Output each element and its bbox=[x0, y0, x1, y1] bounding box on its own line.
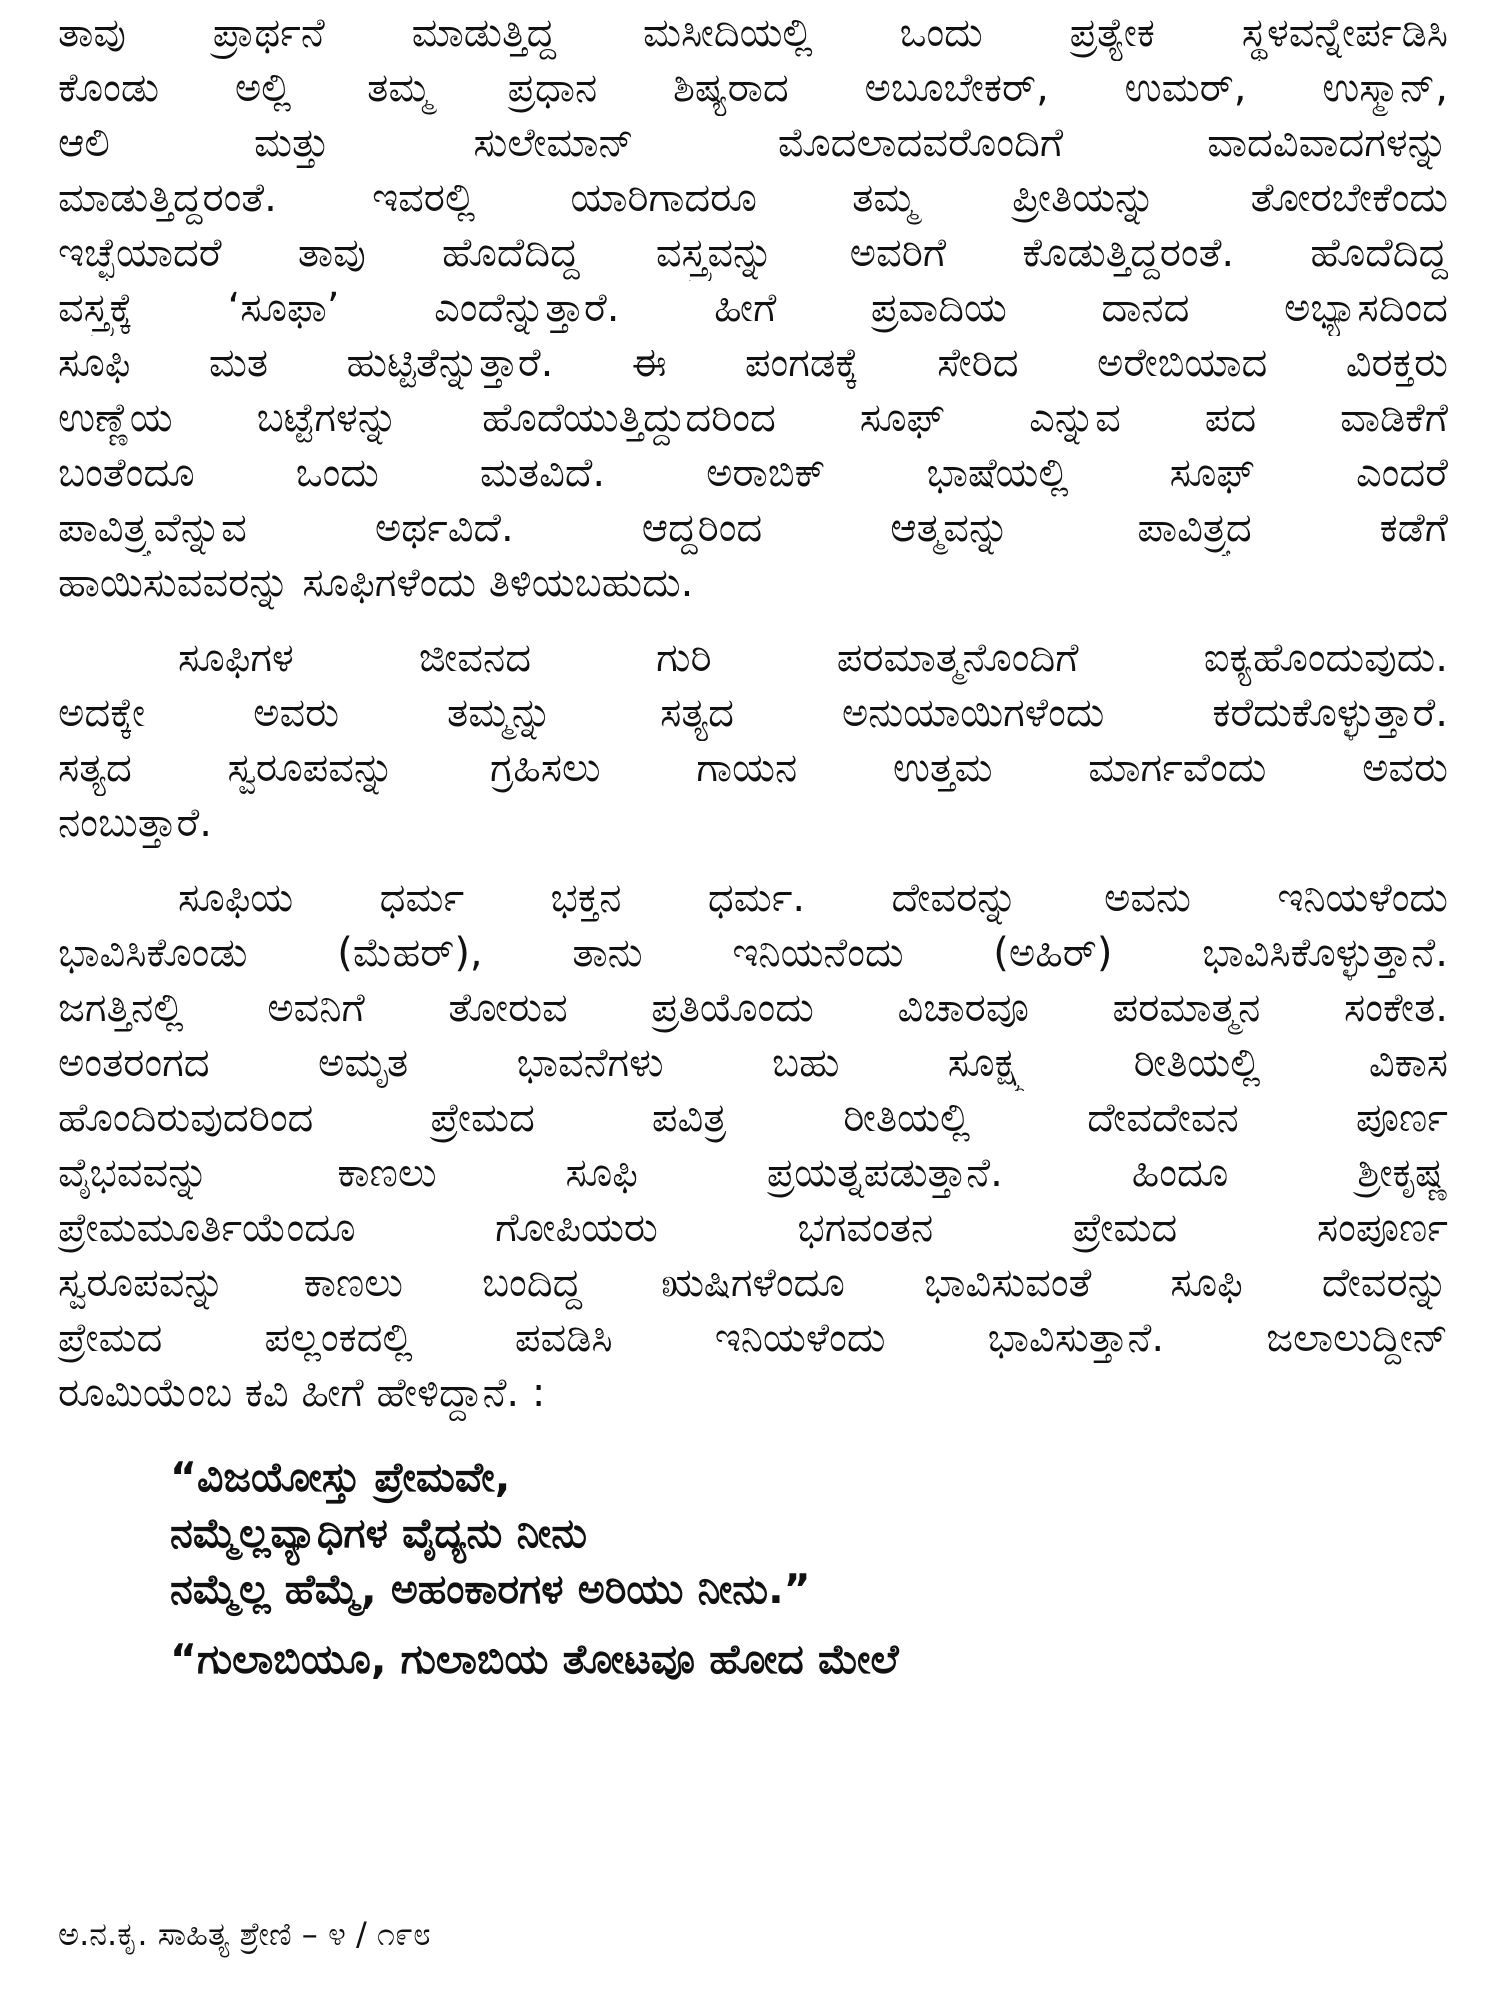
text-line: ಇಚ್ಛೆಯಾದರೆ ತಾವು ಹೊದೆದಿದ್ದ ವಸ್ತ್ರವನ್ನು ಅವರಿಗೆ ಕೊಡುತ್ತಿದ್ದರಂತೆ. ಹೊದೆದಿದ್ದ bbox=[58, 230, 1448, 276]
text-line: ಸತ್ಯದ ಸ್ವರೂಪವನ್ನು ಗ್ರಹಿಸಲು ಗಾಯನ ಉತ್ತಮ ಮಾರ್ಗವೆಂದು ಅವರು bbox=[58, 745, 1448, 791]
text-line: ಅಂತರಂಗದ ಅಮೃತ ಭಾವನೆಗಳು ಬಹು ಸೂಕ್ಷ್ಮ ರೀತಿಯಲ್ಲಿ ವಿಕಾಸ bbox=[58, 1040, 1448, 1086]
poem-stanza-2 bbox=[170, 1631, 1448, 1687]
text-line: ವೈಭವವನ್ನು ಕಾಣಲು ಸೂಫಿ ಪ್ರಯತ್ನಪಡುತ್ತಾನೆ. ಹಿಂದೂ ಶ್ರೀಕೃಷ್ಣ bbox=[58, 1150, 1448, 1196]
text-line: ಸೂಫಿಯ ಧರ್ಮ ಭಕ್ತನ ಧರ್ಮ. ದೇವರನ್ನು ಅವನು ಇನಿಯಳೆಂದು bbox=[178, 875, 1448, 921]
paragraph-3 bbox=[58, 871, 1448, 1421]
text-line: ತಾವು ಪ್ರಾರ್ಥನೆ ಮಾಡುತ್ತಿದ್ದ ಮಸೀದಿಯಲ್ಲಿ ಒಂದು ಪ್ರತ್ಯೇಕ ಸ್ಥಳವನ್ನೇರ್ಪಡಿಸಿ bbox=[58, 10, 1448, 56]
text-line: ಪ್ರೇಮದ ಪಲ್ಲಂಕದಲ್ಲಿ ಪವಡಿಸಿ ಇನಿಯಳೆಂದು ಭಾವಿಸುತ್ತಾನೆ. ಜಲಾಲುದ್ದೀನ್ bbox=[58, 1315, 1448, 1361]
text-line: ಮಾಡುತ್ತಿದ್ದರಂತೆ. ಇವರಲ್ಲಿ ಯಾರಿಗಾದರೂ ತಮ್ಮ ಪ್ರೀತಿಯನ್ನು ತೋರಬೇಕೆಂದು bbox=[58, 175, 1448, 221]
paragraph-2 bbox=[58, 631, 1448, 851]
text-line: ನಂಬುತ್ತಾರೆ. bbox=[58, 800, 212, 846]
text-line: ಉಣ್ಣೆಯ ಬಟ್ಟೆಗಳನ್ನು ಹೊದೆಯುತ್ತಿದ್ದುದರಿಂದ ಸೂಫ್ ಎನ್ನುವ ಪದ ವಾಡಿಕೆಗೆ bbox=[58, 395, 1448, 441]
text-line: ಬಂತೆಂದೂ ಒಂದು ಮತವಿದೆ. ಅರಾಬಿಕ್ ಭಾಷೆಯಲ್ಲಿ ಸೂಫ್ ಎಂದರೆ bbox=[58, 450, 1448, 496]
poem-line: “ವಿಜಯೋಸ್ತು ಪ್ರೇಮವೇ, bbox=[170, 1453, 511, 1501]
text-line: ಪಾವಿತ್ರ್ಯವೆನ್ನುವ ಅರ್ಥವಿದೆ. ಆದ್ದರಿಂದ ಆತ್ಮವನ್ನು ಪಾವಿತ್ರ್ಯದ ಕಡೆಗೆ bbox=[58, 505, 1448, 551]
text-line: ಆಲಿ ಮತ್ತು ಸುಲೇಮಾನ್ ಮೊದಲಾದವರೊಂದಿಗೆ ವಾದವಿವಾದಗಳನ್ನು bbox=[58, 120, 1448, 166]
text-line: ಹಾಯಿಸುವವರನ್ನು ಸೂಫಿಗಳೆಂದು ತಿಳಿಯಬಹುದು. bbox=[58, 560, 694, 606]
text-line: ಸೂಫಿಗಳ ಜೀವನದ ಗುರಿ ಪರಮಾತ್ಮನೊಂದಿಗೆ ಐಕ್ಯಹೊಂದುವುದು. bbox=[178, 635, 1448, 681]
poem-line: ನಮ್ಮೆಲ್ಲ ಹೆಮ್ಮೆ, ಅಹಂಕಾರಗಳ ಅರಿಯು ನೀನು.” bbox=[170, 1565, 811, 1613]
text-line: ಜಗತ್ತಿನಲ್ಲಿ ಅವನಿಗೆ ತೋರುವ ಪ್ರತಿಯೊಂದು ವಿಚಾರವೂ ಪರಮಾತ್ಮನ ಸಂಕೇತ. bbox=[58, 985, 1448, 1031]
poem-stanza-1 bbox=[170, 1449, 1448, 1617]
text-line: ಪ್ರೇಮಮೂರ್ತಿಯೆಂದೂ ಗೋಪಿಯರು ಭಗವಂತನ ಪ್ರೇಮದ ಸಂಪೂರ್ಣ bbox=[58, 1205, 1448, 1251]
text-line: ಹೊಂದಿರುವುದರಿಂದ ಪ್ರೇಮದ ಪವಿತ್ರ ರೀತಿಯಲ್ಲಿ ದೇವದೇವನ ಪೂರ್ಣ bbox=[58, 1095, 1448, 1141]
page-footer: ಅ.ನ.ಕೃ. ಸಾಹಿತ್ಯ ಶ್ರೇಣಿ – ೪ / ೧೯೮ bbox=[58, 1915, 431, 1953]
paragraph-1 bbox=[58, 6, 1448, 611]
text-line: ಸೂಫಿ ಮತ ಹುಟ್ಟಿತೆನ್ನುತ್ತಾರೆ. ಈ ಪಂಗಡಕ್ಕೆ ಸೇರಿದ ಅರೇಬಿಯಾದ ವಿರಕ್ತರು bbox=[58, 340, 1448, 386]
poem-quote bbox=[170, 1449, 1448, 1687]
poem-line: “ಗುಲಾಬಿಯೂ, ಗುಲಾಬಿಯ ತೋಟವೂ ಹೋದ ಮೇಲೆ bbox=[170, 1635, 899, 1683]
text-line: ಸ್ವರೂಪವನ್ನು ಕಾಣಲು ಬಂದಿದ್ದ ಋಷಿಗಳೆಂದೂ ಭಾವಿಸುವಂತೆ ಸೂಫಿ ದೇವರನ್ನು bbox=[58, 1260, 1448, 1306]
text-line: ಅದಕ್ಕೇ ಅವರು ತಮ್ಮನ್ನು ಸತ್ಯದ ಅನುಯಾಯಿಗಳೆಂದು ಕರೆದುಕೊಳ್ಳುತ್ತಾರೆ. bbox=[58, 690, 1448, 736]
text-line: ವಸ್ತ್ರಕ್ಕೆ ‘ಸೂಫಾ’ ಎಂದೆನ್ನುತ್ತಾರೆ. ಹೀಗೆ ಪ್ರವಾದಿಯ ದಾನದ ಅಭ್ಯಾಸದಿಂದ bbox=[58, 285, 1448, 331]
text-line: ಭಾವಿಸಿಕೊಂಡು (ಮೆಹರ್), ತಾನು ಇನಿಯನೆಂದು (ಅಹಿರ್) ಭಾವಿಸಿಕೊಳ್ಳುತ್ತಾನೆ. bbox=[58, 930, 1448, 976]
poem-line: ನಮ್ಮೆಲ್ಲವ್ಯಾಧಿಗಳ ವೈದ್ಯನು ನೀನು bbox=[170, 1509, 588, 1557]
text-line: ರೂಮಿಯೆಂಬ ಕವಿ ಹೀಗೆ ಹೇಳಿದ್ದಾನೆ. : bbox=[58, 1370, 546, 1416]
text-line: ಕೊಂಡು ಅಲ್ಲಿ ತಮ್ಮ ಪ್ರಧಾನ ಶಿಷ್ಯರಾದ ಅಬೂಬೇಕರ್, ಉಮರ್, ಉಸ್ಮಾನ್, bbox=[58, 65, 1448, 111]
